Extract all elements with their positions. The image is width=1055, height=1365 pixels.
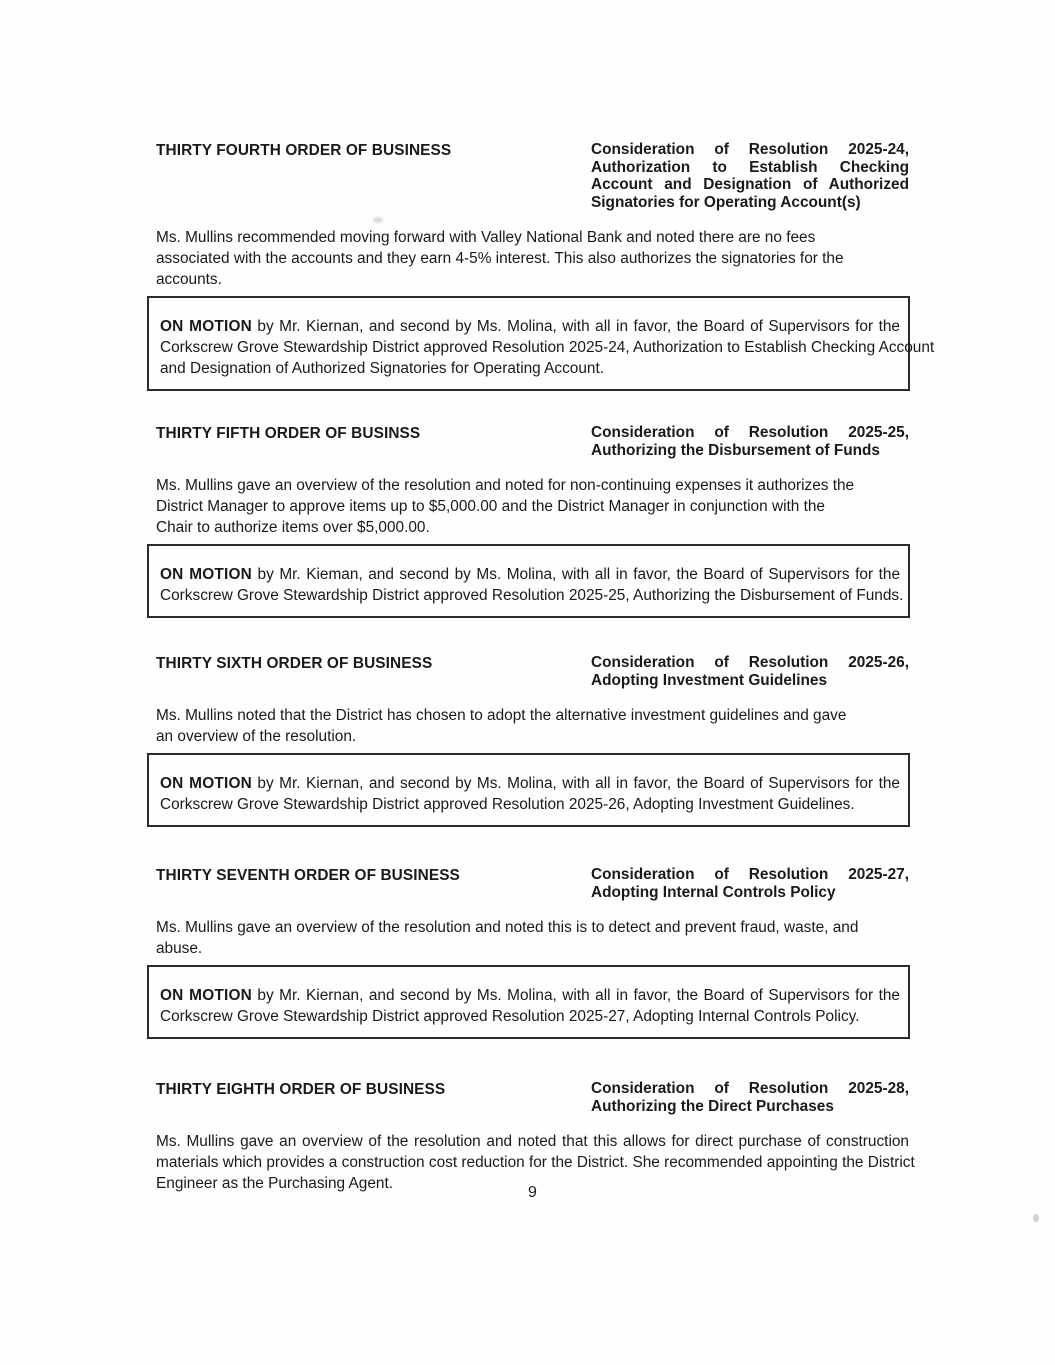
body-line: Ms. Mullins gave an overview of the resolution and noted for non-continuing expenses it authorizes the — [156, 477, 855, 494]
motion-line: ON MOTION by Mr. Kiernan, and second by Ms. Molina, with all in favor, the Board of Supervisors for the — [160, 775, 900, 792]
on-motion-label: ON MOTION — [160, 318, 252, 335]
consideration-heading-line: Account and Designation of Authorized — [591, 176, 909, 193]
body-line: accounts. — [156, 271, 222, 288]
consideration-heading-line: Consideration of Resolution 2025-27, — [591, 866, 909, 883]
order-of-business-heading: THIRTY FOURTH ORDER OF BUSINESS — [156, 142, 452, 159]
consideration-heading-line: Authorizing the Disbursement of Funds — [591, 441, 880, 459]
order-of-business-heading: THIRTY EIGHTH ORDER OF BUSINESS — [156, 1081, 446, 1098]
motion-line: and Designation of Authorized Signatories for Operating Account. — [160, 360, 605, 377]
page-number: 9 — [528, 1184, 537, 1201]
section-header — [156, 654, 909, 689]
consideration-heading-line: Adopting Internal Controls Policy — [591, 883, 836, 901]
section-thirty-seventh-order — [156, 866, 909, 1039]
scan-smudge-artifact — [373, 217, 383, 223]
section-header — [156, 141, 909, 211]
order-of-business-heading: THIRTY SEVENTH ORDER OF BUSINESS — [156, 867, 460, 884]
section-header — [156, 424, 909, 459]
motion-box — [147, 544, 910, 618]
section-header — [156, 866, 909, 901]
body-line: Ms. Mullins gave an overview of the resolution and noted that this allows for direct purchase of construction — [156, 1133, 909, 1150]
order-of-business-heading: THIRTY FIFTH ORDER OF BUSINSS — [156, 425, 421, 442]
section-body-paragraph — [156, 227, 909, 290]
scan-dot-artifact — [1033, 1214, 1039, 1222]
on-motion-label: ON MOTION — [160, 566, 252, 583]
body-line: Chair to authorize items over $5,000.00. — [156, 519, 430, 536]
motion-line: ON MOTION by Mr. Kiernan, and second by Ms. Molina, with all in favor, the Board of Supervisors for the — [160, 318, 900, 335]
body-line: Ms. Mullins recommended moving forward with Valley National Bank and noted there are no fees — [156, 229, 816, 246]
section-body-paragraph — [156, 705, 909, 747]
on-motion-label: ON MOTION — [160, 987, 252, 1004]
body-line: Engineer as the Purchasing Agent. — [156, 1175, 394, 1192]
motion-line: ON MOTION by Mr. Kiernan, and second by Ms. Molina, with all in favor, the Board of Supervisors for the — [160, 987, 900, 1004]
consideration-heading-line: Consideration of Resolution 2025-28, — [591, 1080, 909, 1097]
body-line: Ms. Mullins noted that the District has chosen to adopt the alternative investment guidelines and gave — [156, 707, 847, 724]
motion-line: Corkscrew Grove Stewardship District approved Resolution 2025-24, Authorization to Establish Checking Account — [160, 339, 935, 356]
motion-line: Corkscrew Grove Stewardship District approved Resolution 2025-25, Authorizing the Disbursement of Funds. — [160, 587, 904, 604]
section-thirty-sixth-order — [156, 654, 909, 827]
body-line: Ms. Mullins gave an overview of the resolution and noted this is to detect and prevent fraud, waste, and — [156, 919, 859, 936]
consideration-heading-line: Authorizing the Direct Purchases — [591, 1097, 834, 1115]
motion-box — [147, 296, 935, 391]
motion-line: Corkscrew Grove Stewardship District approved Resolution 2025-26, Adopting Investment Guidelines. — [160, 796, 855, 813]
motion-box — [147, 753, 910, 827]
section-thirty-fifth-order — [156, 424, 909, 618]
body-line: abuse. — [156, 940, 203, 957]
body-line: an overview of the resolution. — [156, 728, 357, 745]
consideration-heading-line: Consideration of Resolution 2025-26, — [591, 654, 909, 671]
motion-line: Corkscrew Grove Stewardship District approved Resolution 2025-27, Adopting Internal Controls Policy. — [160, 1008, 860, 1025]
section-body-paragraph — [156, 475, 909, 538]
section-thirty-fourth-order — [156, 141, 935, 391]
consideration-heading-line: Adopting Investment Guidelines — [591, 671, 828, 689]
consideration-heading-line: Consideration of Resolution 2025-25, — [591, 424, 909, 441]
motion-box — [147, 965, 910, 1039]
body-line: materials which provides a construction cost reduction for the District. She recommended appointing the District — [156, 1154, 915, 1171]
consideration-heading — [591, 654, 909, 689]
consideration-heading-line: Consideration of Resolution 2025-24, — [591, 141, 909, 158]
section-body-paragraph — [156, 917, 909, 959]
consideration-heading — [591, 424, 909, 459]
consideration-heading-line: Signatories for Operating Account(s) — [591, 193, 861, 211]
consideration-heading — [591, 1080, 909, 1115]
body-line: District Manager to approve items up to $5,000.00 and the District Manager in conjunction with the — [156, 498, 825, 515]
on-motion-label: ON MOTION — [160, 775, 252, 792]
order-of-business-heading: THIRTY SIXTH ORDER OF BUSINESS — [156, 655, 433, 672]
section-thirty-eighth-order — [156, 1080, 915, 1194]
section-header — [156, 1080, 909, 1115]
consideration-heading — [591, 866, 909, 901]
body-line: associated with the accounts and they earn 4-5% interest. This also authorizes the signatories for the — [156, 250, 844, 267]
motion-line: ON MOTION by Mr. Kieman, and second by Ms. Molina, with all in favor, the Board of Supervisors for the — [160, 566, 901, 583]
consideration-heading-line: Authorization to Establish Checking — [591, 158, 909, 176]
consideration-heading — [591, 141, 909, 211]
